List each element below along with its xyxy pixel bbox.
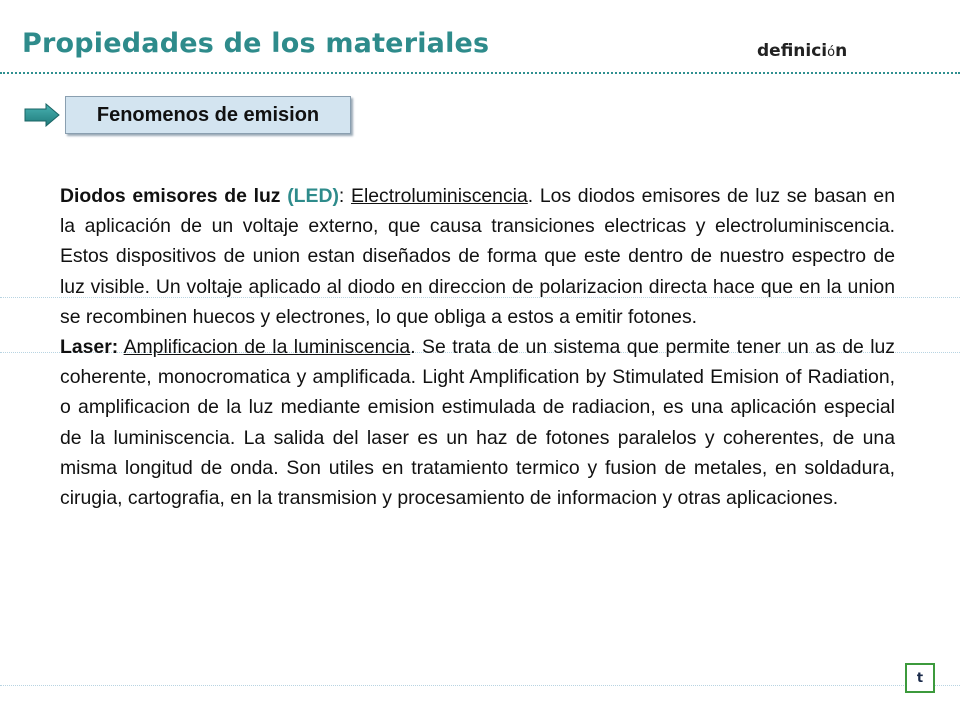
nav-t-button[interactable]: [905, 663, 935, 693]
section-label: [757, 41, 847, 61]
led-abbreviation: (LED): [287, 185, 339, 207]
page-title: Propiedades de los materiales: [22, 28, 490, 59]
background-guide-line: [0, 685, 960, 686]
led-term: Diodos emisores de luz: [60, 185, 281, 207]
section-label-main: definici: [757, 41, 828, 61]
section-label-tail: n: [835, 41, 848, 61]
led-colon: :: [338, 185, 345, 207]
laser-description: . Se trata de un sistema que permite tener un as de luz coherente, monocromatica y amplificada. Light Amplification by Stimulated Emision of Radiation, o amplificacion de la luz mediante emision estimulada de radiacion, es una aplicación especial de la luminiscencia. La salida del laser es un haz de fotones paralelos y coherentes, de una misma longitud de onda. Son utiles en tratamiento termico y fusion de metales, en soldadura, cirugia, cartografia, en la transmision y procesamiento de informacion y otras aplicaciones.: [60, 336, 895, 510]
nav-t-label: t: [916, 670, 924, 686]
led-paragraph: [60, 181, 895, 332]
electroluminiscencia-term: Electroluminiscencia: [351, 185, 528, 207]
laser-paragraph: [60, 332, 895, 513]
header-divider: [0, 72, 960, 74]
section-subtitle-box: [65, 96, 351, 134]
amplificacion-term: Amplificacion de la luminiscencia: [123, 336, 411, 359]
body-text: [60, 181, 895, 513]
led-description: . Los diodos emisores de luz se basan en la aplicación de un voltaje externo, que causa transiciones electricas y electroluminiscencia. Estos dispositivos de union estan diseñados de forma que este dentro de nuestro espectro de luz visible. Un voltaje aplicado al diodo en direccion de polarizacion directa hace que en la union se recombinen huecos y electrones, lo que obliga a estos a emitir fotones.: [60, 185, 896, 328]
section-subtitle: Fenomenos de emision: [96, 103, 320, 126]
laser-term: Laser:: [60, 336, 119, 359]
section-label-accent: ó: [827, 45, 836, 60]
right-arrow-icon: [24, 103, 60, 127]
